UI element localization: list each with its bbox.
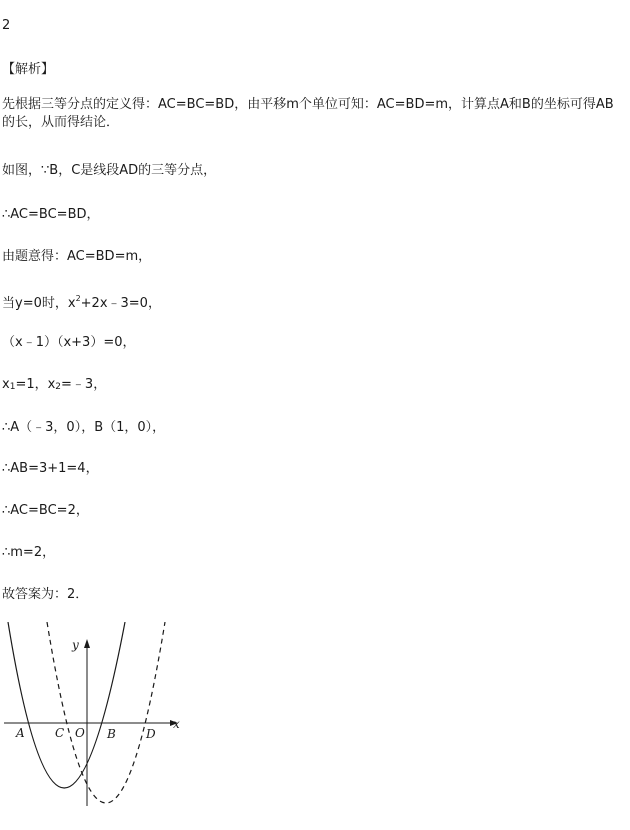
step-6 (2, 377, 106, 395)
point-label-c: C (55, 726, 65, 740)
step-4 (2, 291, 161, 312)
solid-parabola (8, 622, 125, 788)
y-axis-arrow-icon (84, 639, 90, 648)
point-label-a: A (16, 726, 25, 740)
point-label-b: B (107, 727, 116, 741)
step-6-part-b: =1，x (15, 377, 56, 392)
step-1: 如图，∵B，C是线段AD的三等分点， (2, 163, 217, 178)
section-heading: 【解析】 (2, 62, 55, 77)
step-4-part-a: 当y=0时，x (2, 296, 76, 311)
step-7: ∴A（﹣3，0），B（1，0）， (2, 420, 166, 435)
step-11: 故答案为：2． (2, 587, 89, 602)
point-label-d: D (146, 727, 156, 741)
solution-intro: 先根据三等分点的定义得：AC=BC=BD，由平移m个单位可知：AC=BD=m，计算点A和B的坐标可得AB的长，从而得结论． (2, 97, 614, 130)
step-8: ∴AB=3+1=4， (2, 461, 99, 476)
dashed-parabola (47, 622, 165, 803)
step-5: （x﹣1）（x+3）=0， (2, 335, 136, 350)
step-3: 由题意得：AC=BD=m， (2, 249, 152, 264)
y-axis-label: y (72, 638, 79, 652)
parabola-figure (0, 622, 200, 812)
step-6-part-a: x (2, 377, 10, 392)
step-6-part-c: =﹣3， (61, 377, 107, 392)
step-10: ∴m=2， (2, 545, 56, 560)
step-9: ∴AC=BC=2， (2, 503, 89, 518)
step-6-sub-1: 1 (9, 382, 16, 392)
step-2: ∴AC=BC=BD， (2, 207, 100, 222)
step-4-part-b: +2x﹣3=0， (80, 296, 161, 311)
problem-number: 2 (2, 18, 11, 33)
x-axis-label: x (173, 717, 180, 731)
step-4-exponent: 2 (75, 294, 81, 303)
step-6-sub-2: 2 (55, 382, 62, 392)
point-label-o: O (75, 726, 85, 740)
